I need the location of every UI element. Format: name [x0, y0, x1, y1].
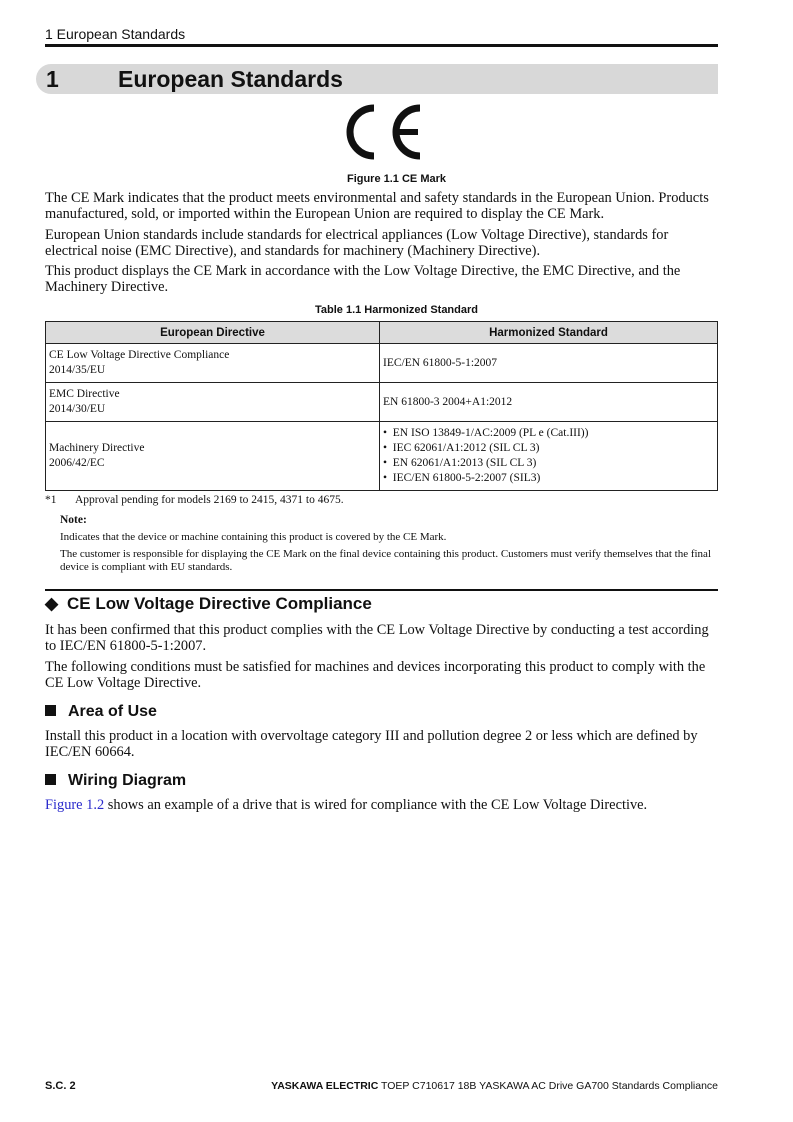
chapter-title: European Standards — [118, 66, 343, 92]
directive-code: 2006/42/EC — [49, 457, 105, 469]
directive-name: CE Low Voltage Directive Compliance — [49, 349, 230, 361]
table-cell-directive — [46, 344, 380, 383]
directive-code: 2014/30/EU — [49, 403, 106, 415]
page-number: S.C. 2 — [45, 1080, 76, 1092]
standard-item: EN ISO 13849-1/AC:2009 (PL e (Cat.III)) — [392, 427, 589, 439]
intro-paragraph-1: The CE Mark indicates that the product meets environmental and safety standards in the European Union. Products manufactured, sold, or imported within the European Union are required to display the CE Mark. — [45, 190, 709, 223]
area-of-use-paragraph: Install this product in a location with overvoltage category III and pollution degree 2 or less which are defined by IEC/EN 60664. — [45, 728, 698, 761]
table-cell-standard — [380, 344, 718, 383]
subheading-wiring-diagram — [45, 772, 186, 790]
standard-item: IEC 62061/A1:2012 (SIL CL 3) — [392, 442, 540, 454]
section-heading-text: CE Low Voltage Directive Compliance — [67, 594, 372, 613]
note-line-2: The customer is responsible for displaying the CE Mark on the final device containing this product. Customers must verify themselves that the final device is compliant with EU standards. — [60, 548, 711, 573]
standard-item: EN 61800-3 2004+A1:2012 — [383, 395, 513, 408]
table-row — [46, 422, 718, 491]
footer-document-info — [271, 1080, 718, 1092]
figure-1-2-link[interactable]: Figure 1.2 — [45, 797, 105, 813]
table-caption: Table 1.1 Harmonized Standard — [314, 304, 478, 316]
subheading-area-of-use — [45, 703, 157, 721]
footer-company: YASKAWA ELECTRIC — [271, 1080, 379, 1092]
diamond-bullet-icon: ◆ — [45, 594, 59, 613]
header-rule — [45, 44, 718, 47]
footnote-text: Approval pending for models 2169 to 2415, 4371 to 4675. — [75, 494, 344, 506]
directive-code: 2014/35/EU — [49, 364, 106, 376]
standard-bullet-item: • IEC/EN 61800-5-2:2007 (SIL3) — [383, 472, 541, 484]
footer-doc: TOEP C710617 18B YASKAWA AC Drive GA700 Standards Compliance — [378, 1080, 718, 1092]
section-heading-lvd — [45, 594, 372, 614]
running-header: 1 European Standards — [45, 26, 186, 42]
standard-item: IEC/EN 61800-5-1:2007 — [383, 356, 498, 369]
table-row — [46, 344, 718, 383]
standard-item: EN 62061/A1:2013 (SIL CL 3) — [392, 457, 537, 469]
standard-bullet-item: • IEC 62061/A1:2012 (SIL CL 3) — [383, 442, 540, 454]
note-title: Note: — [60, 514, 87, 526]
intro-paragraph-3: This product displays the CE Mark in accordance with the Low Voltage Directive, the EMC Directive, and the Machinery Directive. — [45, 263, 681, 296]
directive-name: EMC Directive — [49, 388, 120, 400]
standard-bullet-item: • EN 62061/A1:2013 (SIL CL 3) — [383, 457, 537, 469]
square-bullet-icon — [45, 705, 56, 716]
subheading-text: Area of Use — [68, 703, 157, 720]
table-cell-directive — [46, 422, 380, 491]
harmonized-standard-table — [45, 321, 718, 491]
chapter-number: 1 — [46, 66, 59, 92]
lvd-paragraph-1: It has been confirmed that this product complies with the CE Low Voltage Directive by conducting a test according to IEC/EN 61800-5-1:2007. — [45, 622, 709, 655]
intro-paragraph-2: European Union standards include standards for electrical appliances (Low Voltage Directive), standards for electrical noise (EMC Directive), and standards for machinery (Machinery Directive). — [45, 227, 669, 260]
standard-bullet-item: • EN ISO 13849-1/AC:2009 (PL e (Cat.III)) — [383, 427, 589, 439]
figure-caption: Figure 1.1 CE Mark — [346, 173, 447, 185]
square-bullet-icon — [45, 774, 56, 785]
lvd-paragraph-2: The following conditions must be satisfied for machines and devices incorporating this product to comply with the CE Low Voltage Directive. — [45, 659, 706, 692]
table-row — [46, 383, 718, 422]
wiring-diagram-text: shows an example of a drive that is wired for compliance with the CE Low Voltage Directive. — [104, 797, 648, 813]
table-cell-standard — [380, 422, 718, 491]
note-line-1: Indicates that the device or machine containing this product is covered by the CE Mark. — [60, 531, 447, 543]
directive-name: Machinery Directive — [49, 442, 145, 454]
table-cell-directive — [46, 383, 380, 422]
table-cell-standard — [380, 383, 718, 422]
footnote-mark: *1 — [45, 494, 57, 506]
table-header-standard: Harmonized Standard — [380, 322, 718, 344]
standard-item: IEC/EN 61800-5-2:2007 (SIL3) — [392, 472, 541, 484]
footnote — [45, 494, 344, 506]
ce-mark-logo — [340, 102, 424, 162]
wiring-diagram-paragraph — [45, 797, 719, 813]
section-rule — [45, 589, 718, 591]
table-header-directive: European Directive — [46, 322, 380, 344]
subheading-text: Wiring Diagram — [68, 772, 187, 789]
